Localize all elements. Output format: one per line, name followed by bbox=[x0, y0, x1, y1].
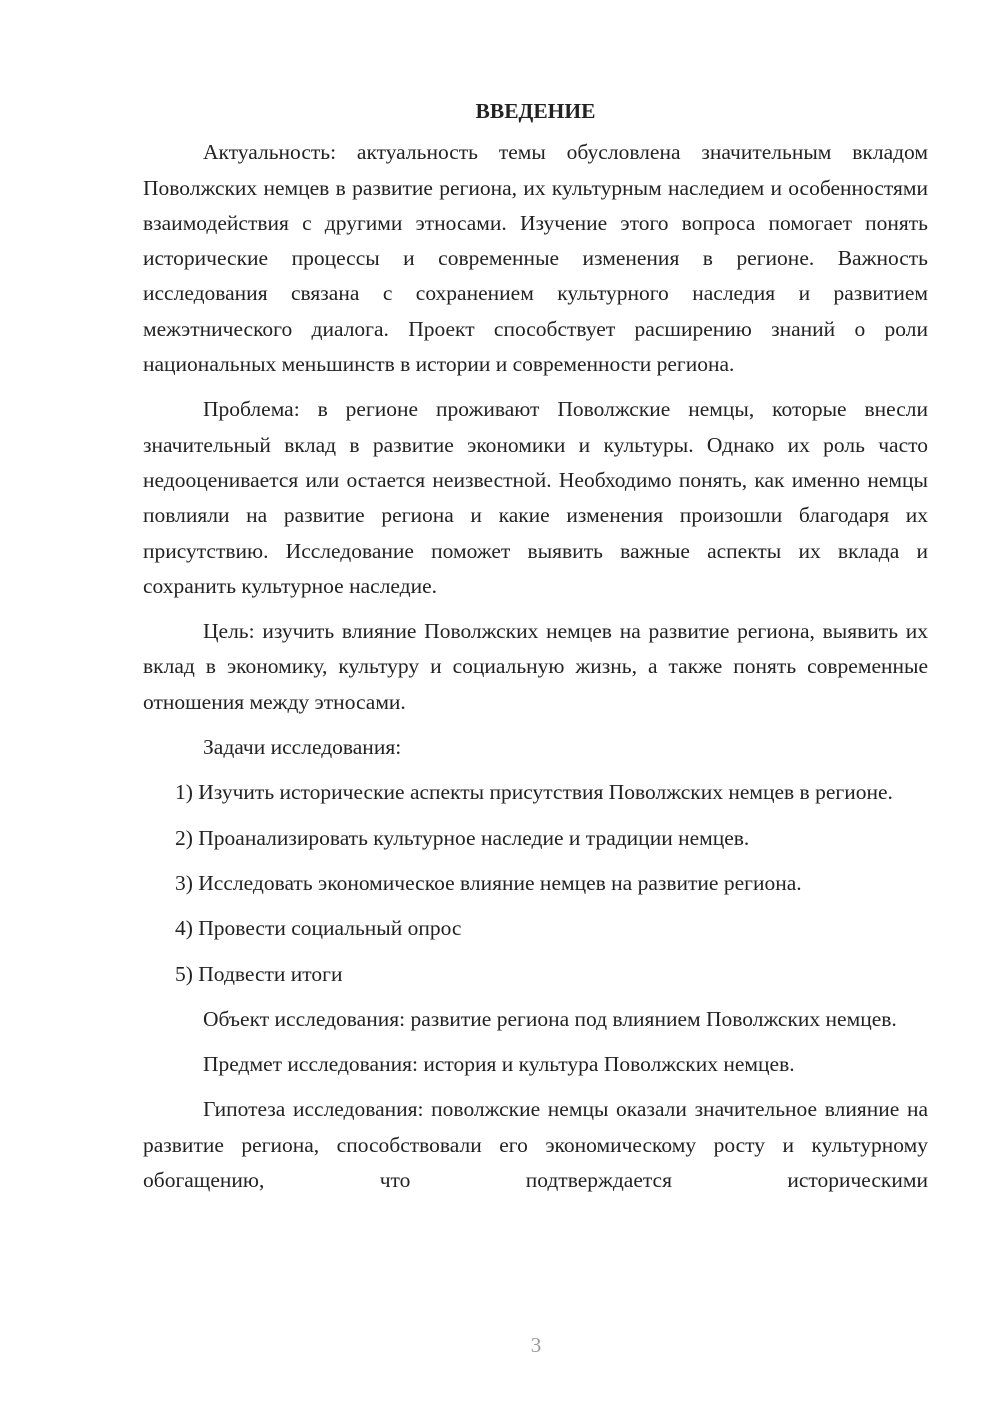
task-item-5: 5) Подвести итоги bbox=[175, 961, 343, 986]
paragraph-object: Объект исследования: развитие региона под влиянием Поволжских немцев. bbox=[203, 1006, 897, 1031]
task-item-3: 3) Исследовать экономическое влияние немцев на развитие региона. bbox=[175, 870, 802, 895]
paragraph-hypothesis: Гипотеза исследования: поволжские немцы оказали значительное влияние на развитие региона, способствовали его экономическому росту и культурному обогащению, что подтверждается историческими bbox=[143, 1097, 928, 1193]
section-title: ВВЕДЕНИЕ bbox=[475, 99, 596, 123]
task-item-4: 4) Провести социальный опрос bbox=[175, 916, 462, 941]
task-item-2: 2) Проанализировать культурное наследие и традиции немцев. bbox=[175, 825, 750, 850]
paragraph-subject: Предмет исследования: история и культура Поволжских немцев. bbox=[203, 1052, 795, 1077]
paragraph-relevance: Актуальность: актуальность темы обусловлена значительным вкладом Поволжских немцев в развитие региона, их культурным наследием и особенностями взаимодействия с другими этносами. Изучение этого вопроса помогает понять исторические процессы и современные изменения в регионе. Важность исследования связана с сохранением культурного наследия и развитием межэтнического диалога. Проект способствует расширению знаний о роли национальных меньшинств в истории и современности региона. bbox=[143, 140, 928, 377]
page-content bbox=[143, 94, 928, 1208]
task-item-1: 1) Изучить исторические аспекты присутствия Поволжских немцев в регионе. bbox=[175, 780, 893, 805]
page-number: 3 bbox=[530, 1333, 542, 1357]
tasks-heading: Задачи исследования: bbox=[203, 735, 402, 760]
paragraph-goal: Цель: изучить влияние Поволжских немцев на развитие региона, выявить их вклад в экономику, культуру и социальную жизнь, а также понять современные отношения между этносами. bbox=[143, 619, 928, 714]
paragraph-problem: Проблема: в регионе проживают Поволжские немцы, которые внесли значительный вклад в развитие экономики и культуры. Однако их роль часто недооценивается или остается неизвестной. Необходимо понять, как именно немцы повлияли на развитие региона и какие изменения произошли благодаря их присутствию. Исследование поможет выявить важные аспекты их вклада и сохранить культурное наследие. bbox=[143, 397, 928, 598]
